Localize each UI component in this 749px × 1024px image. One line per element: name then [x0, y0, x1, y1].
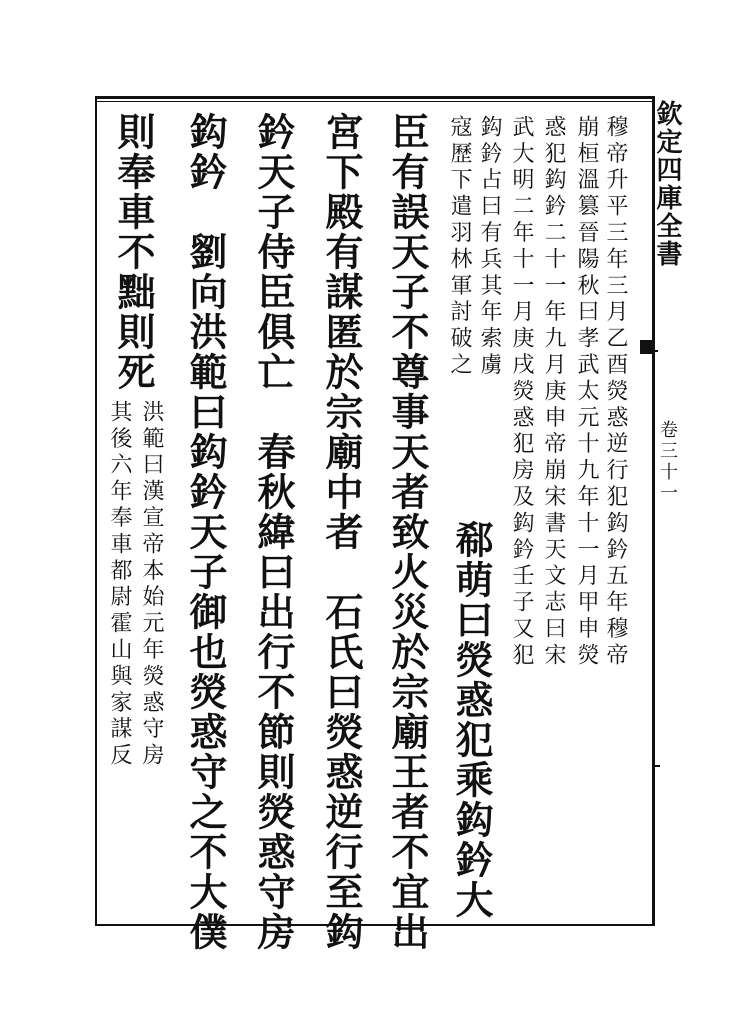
gutter-mark: [652, 350, 658, 352]
text-column-5c: 郗萌曰熒惑犯乘鈎鈐大: [449, 520, 494, 920]
text-column-9: 鈎鈐 劉向洪範曰鈎鈐天子御也熒惑守之不大僕: [183, 112, 228, 952]
margin-book-title: 欽定四庫全書: [652, 100, 682, 268]
margin-volume: 卷三十一: [657, 420, 678, 504]
text-column-10c: 其後六年奉車都尉霍山與家謀反: [107, 400, 132, 770]
frame-bottom-rule: [95, 924, 655, 926]
frame-left-rule: [95, 96, 97, 926]
text-column-3: 惑犯鈎鈐二十一年九月庚申帝崩宋書天文志曰宋: [541, 115, 566, 670]
text-column-7: 宮下殿有謀匿於宗廟中者 石氏曰熒惑逆行至鈎: [319, 112, 364, 952]
text-column-10b: 洪範曰漢宣帝本始元年熒惑守房: [139, 400, 164, 770]
text-column-4: 武大明二年十一月庚戌熒惑犯房及鈎鈐壬子又犯: [509, 115, 534, 670]
gutter-mark-lower: [652, 765, 660, 767]
frame-top-rule-inner: [95, 101, 655, 102]
text-column-5a: 鈎鈐占曰有兵其年索虜: [477, 115, 502, 379]
text-column-6: 臣有誤天子不尊事天者致火災於宗廟王者不宜出: [385, 112, 430, 952]
text-column-1: 穆帝升平三年三月乙酉熒惑逆行犯鈎鈐五年穆帝: [603, 115, 628, 670]
text-column-10a: 則奉車不黜則死: [111, 112, 156, 392]
fishtail-mark: [640, 340, 652, 354]
text-column-8: 鈐天子侍臣俱亡 春秋緯曰出行不節則熒惑守房: [251, 112, 296, 952]
frame-top-rule: [95, 96, 655, 99]
text-column-5b: 寇歷下遣羽林軍討破之: [447, 115, 472, 379]
text-column-2: 崩桓溫篡晉陽秋曰孝武太元十九年十一月甲申熒: [574, 115, 599, 670]
